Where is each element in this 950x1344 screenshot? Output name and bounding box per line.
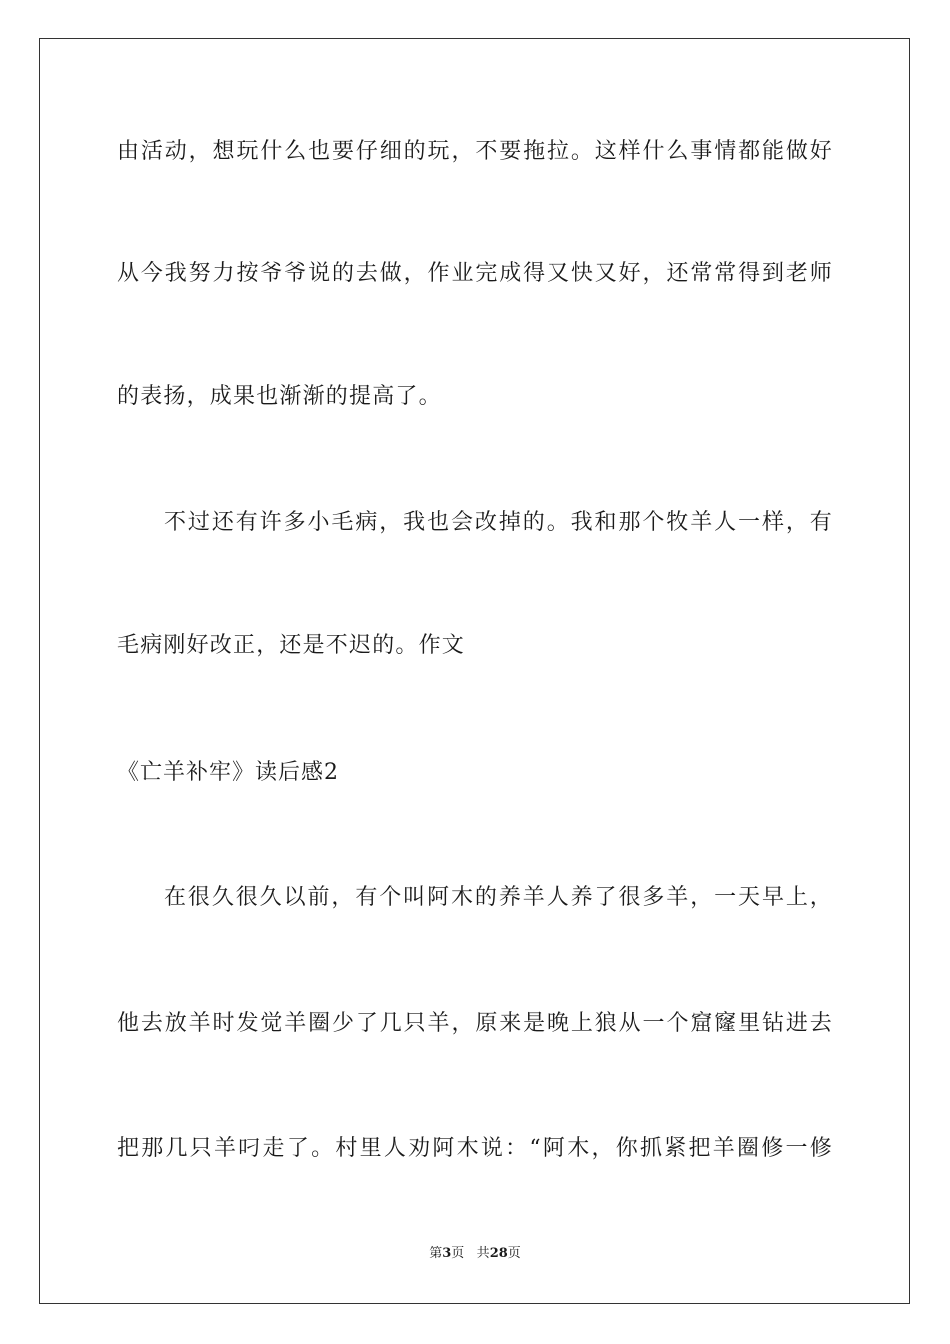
page-border <box>39 38 910 1304</box>
body-line-2: 从今我努力按爷爷说的去做，作业完成得又快又好，还常常得到老师 <box>117 261 833 286</box>
footer-page-number: 3 <box>442 1246 452 1261</box>
footer-page-suffix: 页 <box>451 1246 465 1261</box>
body-line-1: 由活动，想玩什么也要仔细的玩，不要拖拉。这样什么事情都能做好 <box>117 139 833 164</box>
footer-total-prefix: 共 <box>476 1246 490 1261</box>
page-footer <box>0 1245 950 1263</box>
footer-page-prefix: 第 <box>429 1246 443 1261</box>
body-line-5: 毛病刚好改正，还是不迟的。作文 <box>117 633 466 658</box>
body-line-7: 他去放羊时发觉羊圈少了几只羊，原来是晚上狼从一个窟窿里钻进去 <box>117 1011 833 1036</box>
body-line-4: 不过还有许多小毛病，我也会改掉的。我和那个牧羊人一样，有 <box>164 510 833 535</box>
footer-total-pages: 28 <box>489 1246 508 1261</box>
section-heading: 《亡羊补牢》读后感2 <box>117 760 339 785</box>
footer-total-suffix: 页 <box>507 1246 521 1261</box>
body-line-3: 的表扬，成果也渐渐的提高了。 <box>117 384 442 409</box>
body-line-6: 在很久很久以前，有个叫阿木的养羊人养了很多羊，一天早上， <box>164 885 833 910</box>
body-line-8: 把那几只羊叼走了。村里人劝阿木说：“阿木，你抓紧把羊圈修一修 <box>117 1136 833 1161</box>
